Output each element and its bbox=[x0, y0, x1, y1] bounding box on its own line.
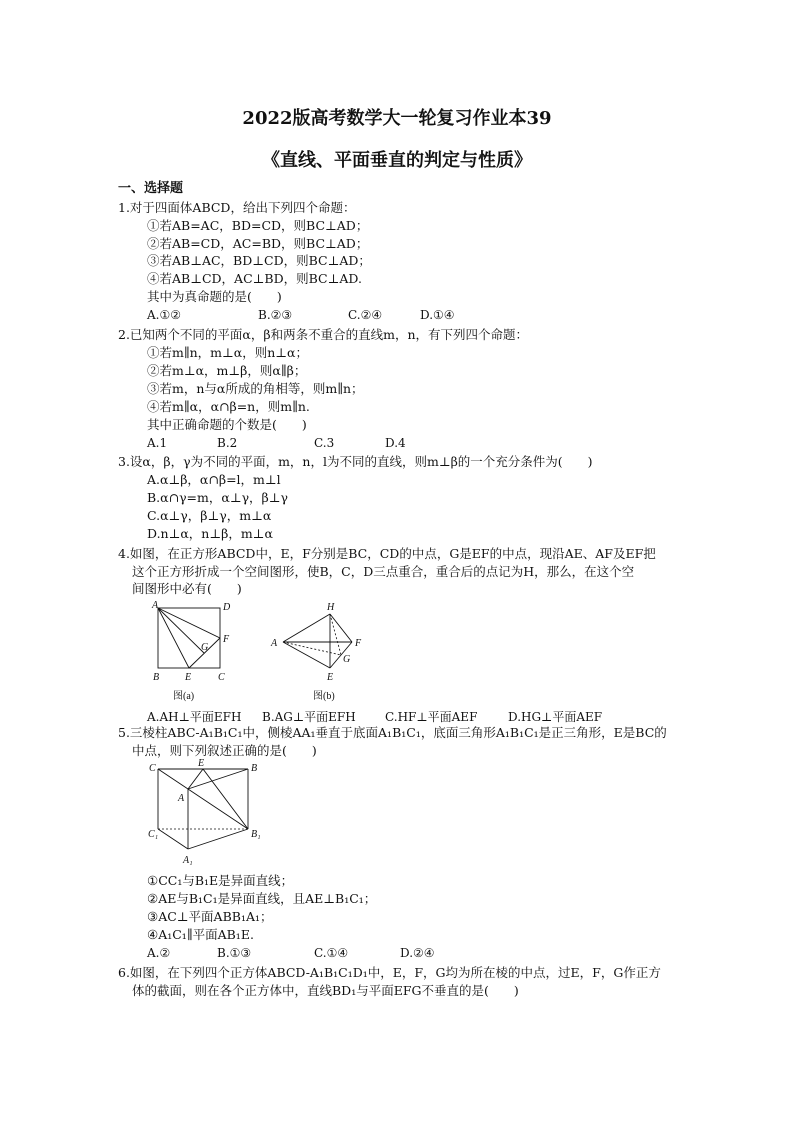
q4-stem: 间图形中必有( ) bbox=[132, 581, 242, 596]
q6-stem: 体的截面，则在各个正方体中，直线BD₁与平面EFG不垂直的是( ) bbox=[132, 983, 519, 998]
q5-item: ①CC₁与B₁E是异面直线； bbox=[147, 873, 294, 888]
q1-ask: 其中为真命题的是( ) bbox=[147, 289, 282, 304]
q1-item: ①若AB=AC，BD=CD，则BC⊥AD； bbox=[147, 218, 369, 233]
q3-option-a: A.α⊥β，α∩β=l，m⊥l bbox=[147, 472, 281, 487]
fig-a-label-g: G bbox=[201, 642, 209, 653]
q1-option-d: D.①④ bbox=[420, 308, 455, 322]
q3-option-b: B.α∩γ=m，α⊥γ，β⊥γ bbox=[147, 490, 288, 505]
q1-option-a: A.①② bbox=[147, 308, 181, 322]
q5-option-d: D.②④ bbox=[400, 946, 435, 960]
fig-a-label-d: D bbox=[223, 602, 231, 613]
fig-b-label-h: H bbox=[327, 602, 335, 613]
page-subtitle: 《直线、平面垂直的判定与性质》 bbox=[262, 150, 532, 171]
fig5-label-a1: A₁ bbox=[183, 855, 193, 866]
fig-a-label-c: C bbox=[218, 672, 225, 683]
fig-a-label-e: E bbox=[185, 672, 192, 683]
q1-item: ③若AB⊥AC，BD⊥CD，则BC⊥AD； bbox=[147, 253, 371, 268]
q1-stem: 1.对于四面体ABCD，给出下列四个命题： bbox=[118, 200, 356, 215]
fig5-label-b1: B₁ bbox=[251, 829, 261, 840]
q5-item: ③AC⊥平面ABB₁A₁； bbox=[147, 909, 273, 924]
fig-b-label-f: F bbox=[355, 638, 362, 649]
q3-stem: 3.设α，β，γ为不同的平面，m，n，l为不同的直线，则m⊥β的一个充分条件为( ) bbox=[118, 454, 593, 469]
q4-option-c: C.HF⊥平面AEF bbox=[385, 710, 478, 724]
q4-stem: 4.如图，在正方形ABCD中，E，F分别是BC，CD的中点，G是EF的中点，现沿AE、AF及EF把 bbox=[118, 546, 656, 561]
page-title: 2022版高考数学大一轮复习作业本39 bbox=[242, 108, 552, 129]
q4-option-d: D.HG⊥平面AEF bbox=[508, 710, 603, 724]
q2-item: ②若m⊥α，m⊥β，则α∥β； bbox=[147, 363, 307, 378]
q5-item: ④A₁C₁∥平面AB₁E. bbox=[147, 927, 254, 942]
q5-option-a: A.② bbox=[147, 946, 171, 960]
fig-b-label-g: G bbox=[343, 654, 351, 665]
q2-item: ④若m∥α，α∩β=n，则m∥n. bbox=[147, 399, 310, 414]
q5-item: ②AE与B₁C₁是异面直线，且AE⊥B₁C₁； bbox=[147, 891, 377, 906]
q3-option-c: C.α⊥γ，β⊥γ，m⊥α bbox=[147, 508, 272, 523]
q4-figure-b bbox=[268, 600, 378, 710]
q5-stem: 中点，则下列叙述正确的是( ) bbox=[132, 743, 317, 758]
fig5-label-b: B bbox=[251, 763, 258, 774]
q1-option-b: B.②③ bbox=[258, 308, 293, 322]
q2-item: ①若m∥n，m⊥α，则n⊥α； bbox=[147, 345, 308, 360]
q2-option-c: C.3 bbox=[314, 436, 335, 450]
q5-option-b: B.①③ bbox=[217, 946, 252, 960]
q5-option-c: C.①④ bbox=[314, 946, 349, 960]
fig-b-label-e: E bbox=[327, 672, 334, 683]
fig-a-label-f: F bbox=[223, 634, 230, 645]
q2-item: ③若m，n与α所成的角相等，则m∥n； bbox=[147, 381, 364, 396]
q6-stem: 6.如图，在下列四个正方体ABCD-A₁B₁C₁D₁中，E，F，G均为所在棱的中点，过E，F，G作正方 bbox=[118, 965, 661, 980]
q4-option-b: B.AG⊥平面EFH bbox=[262, 710, 356, 724]
q2-option-d: D.4 bbox=[385, 436, 406, 450]
q4-option-a: A.AH⊥平面EFH bbox=[147, 710, 242, 724]
q1-item: ④若AB⊥CD，AC⊥BD，则BC⊥AD. bbox=[147, 271, 362, 286]
q2-option-a: A.1 bbox=[147, 436, 168, 450]
fig5-label-e: E bbox=[198, 758, 205, 769]
q1-option-c: C.②④ bbox=[348, 308, 383, 322]
q5-stem: 5.三棱柱ABC-A₁B₁C₁中，侧棱AA₁垂直于底面A₁B₁C₁，底面三角形A₁B₁C₁是正三角形，E是BC的 bbox=[118, 725, 667, 740]
fig-a-label-b: B bbox=[153, 672, 160, 683]
fig-b-caption: 图(b) bbox=[313, 691, 335, 702]
fig-b-label-a: A bbox=[271, 638, 278, 649]
q2-stem: 2.已知两个不同的平面α，β和两条不重合的直线m，n，有下列四个命题： bbox=[118, 327, 528, 342]
q2-option-b: B.2 bbox=[217, 436, 238, 450]
fig5-label-c1: C₁ bbox=[148, 829, 159, 840]
fig5-label-a: A bbox=[178, 793, 185, 804]
q2-ask: 其中正确命题的个数是( ) bbox=[147, 417, 307, 432]
section-heading: 一、选择题 bbox=[118, 181, 184, 196]
fig-a-caption: 图(a) bbox=[173, 691, 195, 702]
q4-figure-a bbox=[148, 600, 258, 710]
q4-stem: 这个正方形折成一个空间图形，使B，C，D三点重合，重合后的点记为H，那么，在这个空 bbox=[132, 564, 635, 579]
fig5-label-c: C bbox=[149, 763, 156, 774]
q5-figure bbox=[148, 757, 273, 872]
q3-option-d: D.n⊥α，n⊥β，m⊥α bbox=[147, 526, 273, 541]
q1-item: ②若AB=CD，AC=BD，则BC⊥AD； bbox=[147, 236, 369, 251]
fig-a-label-a: A bbox=[152, 600, 159, 611]
